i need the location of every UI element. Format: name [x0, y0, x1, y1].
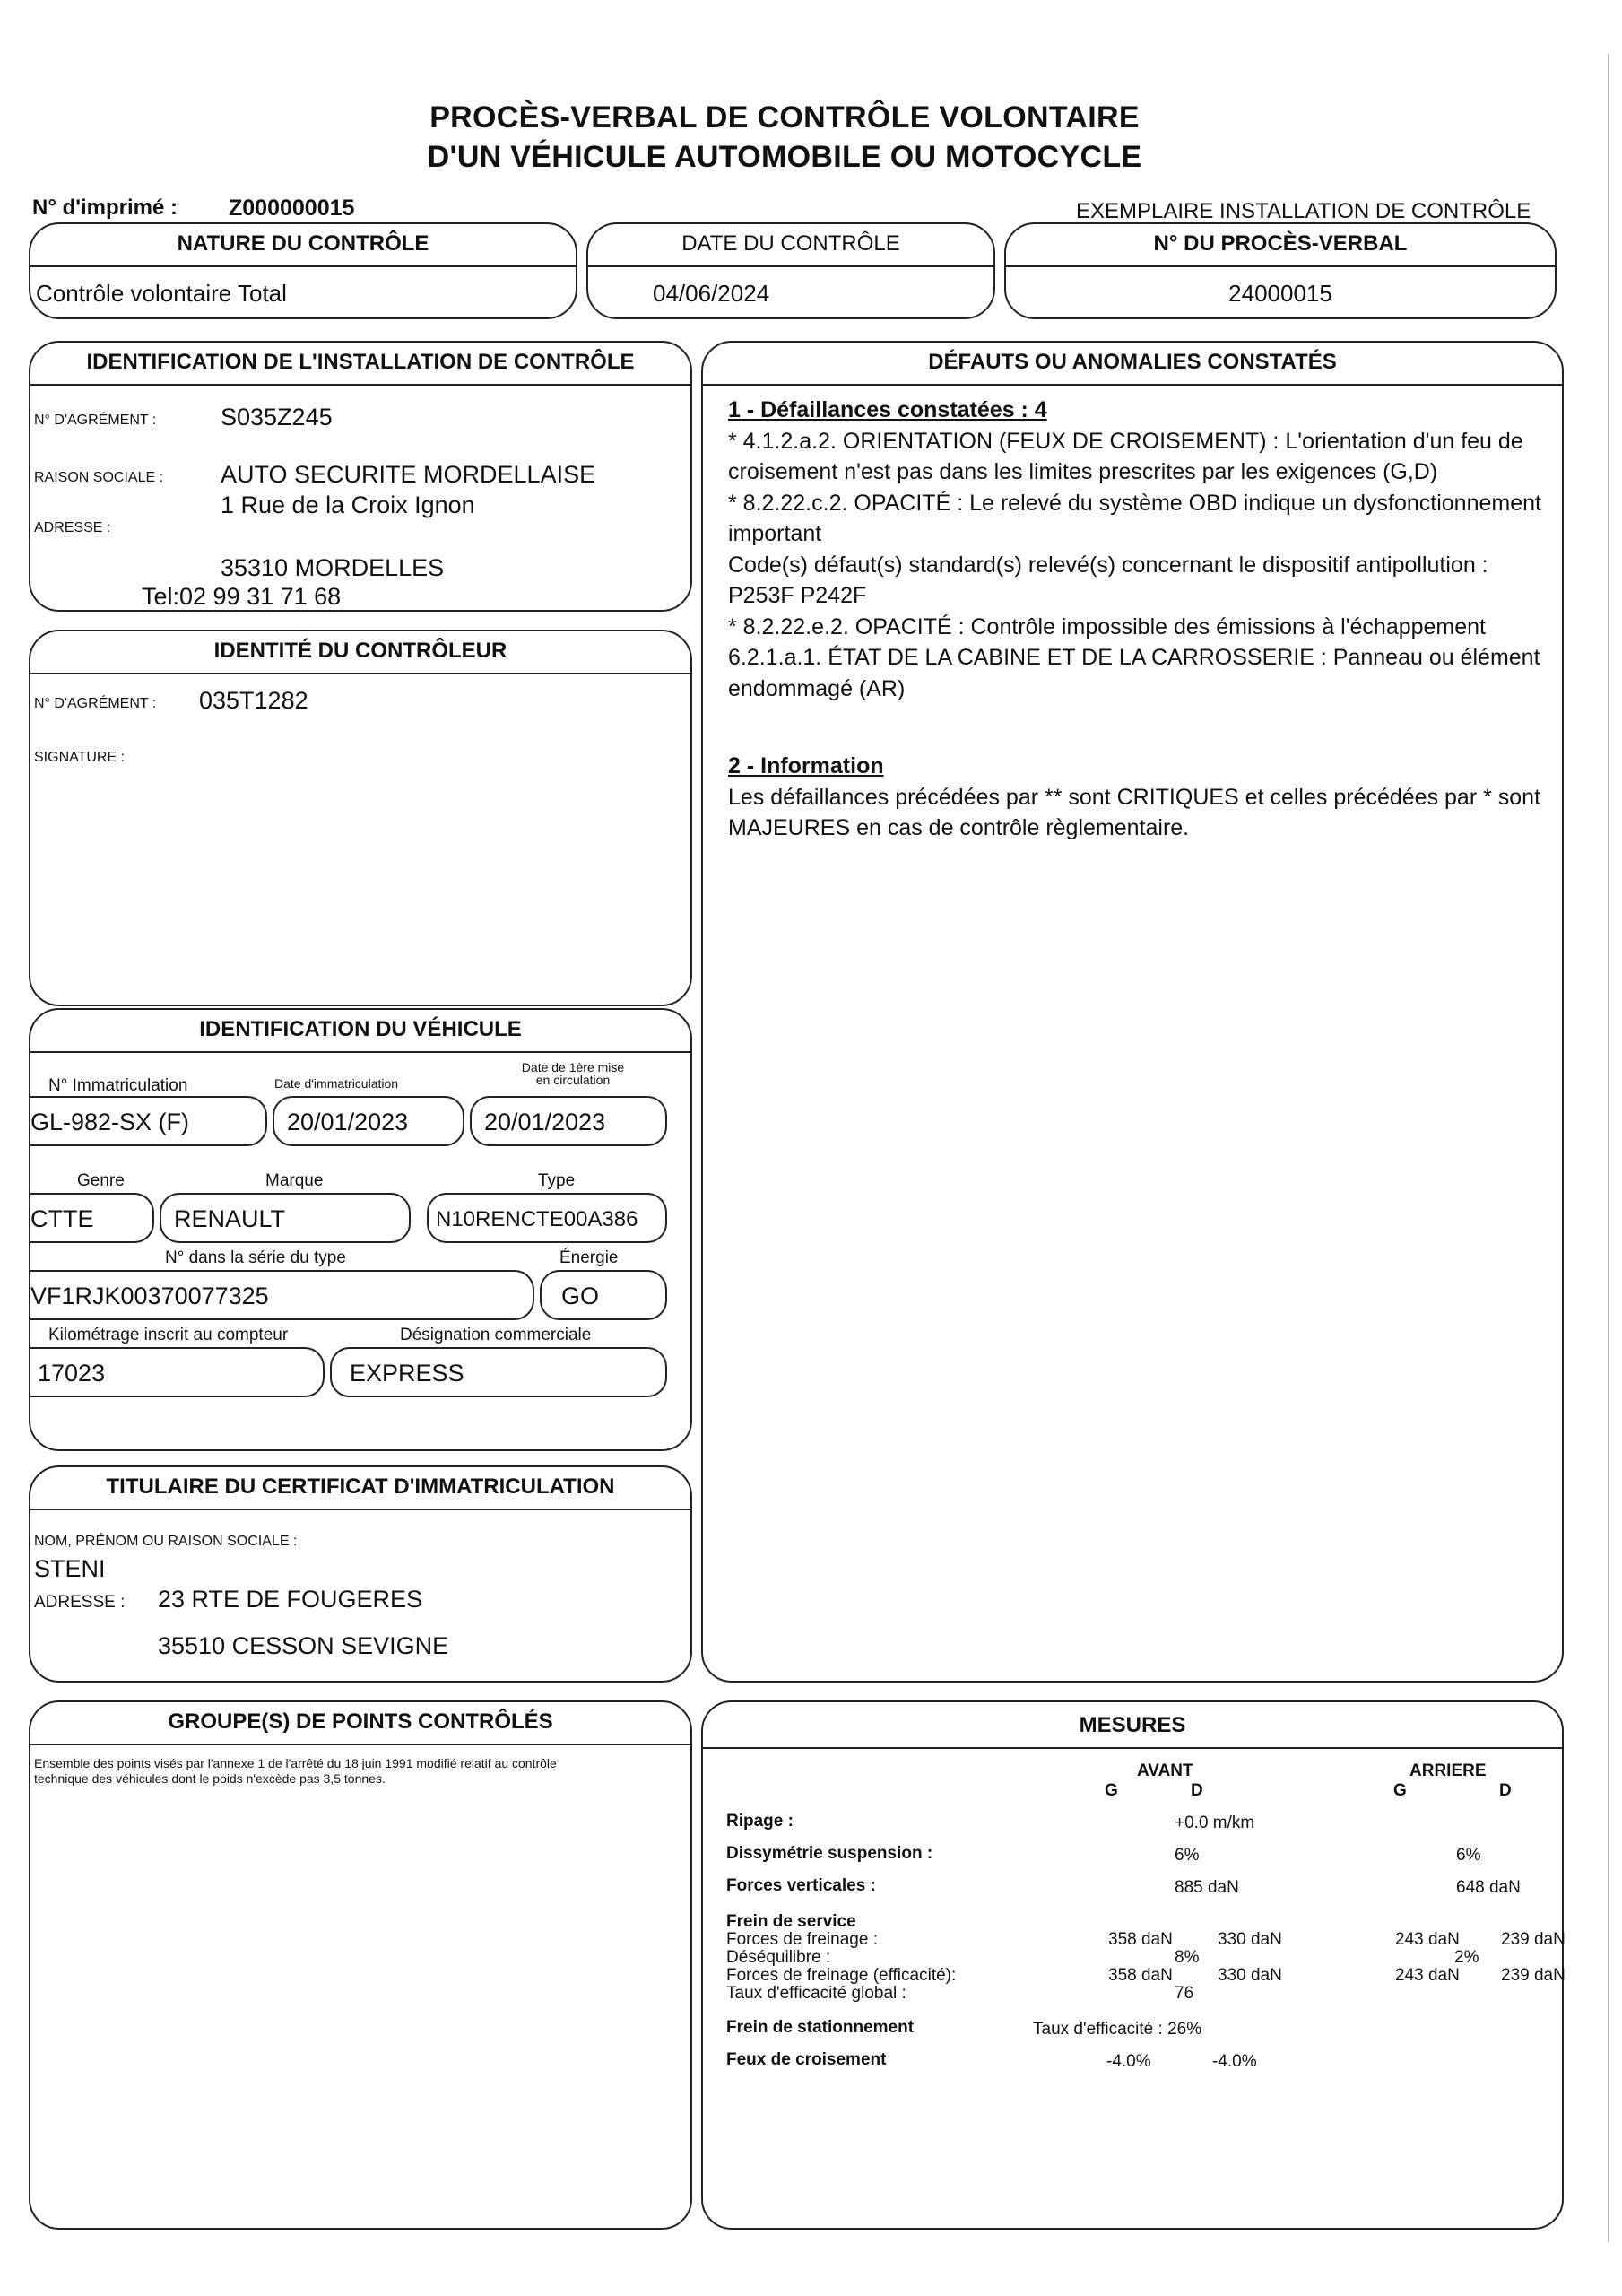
defaut-item: * 4.1.2.a.2. ORIENTATION (FEUX DE CROISEMENT) : L'orientation d'un feu de croisement n'est pas dans les limites prescrites par les exigences (G,D) — [728, 428, 1523, 484]
groupes-header: GROUPE(S) DE POINTS CONTRÔLÉS — [168, 1709, 553, 1734]
genre-cell — [29, 1193, 154, 1243]
divider — [30, 673, 690, 674]
date-immat-value: 20/01/2023 — [287, 1109, 409, 1135]
km-cell — [29, 1347, 325, 1397]
document-title-line2: D'UN VÉHICULE AUTOMOBILE OU MOTOCYCLE — [427, 140, 1142, 174]
marque-cell — [160, 1193, 411, 1243]
titulaire-nom-value: STENI — [34, 1555, 106, 1582]
arriere-d: D — [1499, 1781, 1512, 1800]
controleur-agrement-label: N° D'AGRÉMENT : — [34, 696, 157, 711]
controleur-agrement-value: 035T1282 — [199, 687, 308, 714]
forces-freinage-arriere-g: 243 daN — [1395, 1930, 1460, 1949]
desequilibre-label: Déséquilibre : — [726, 1948, 831, 1967]
arriere-g: G — [1393, 1781, 1407, 1800]
ripage-value: +0.0 m/km — [1175, 1813, 1255, 1832]
designation-value: EXPRESS — [350, 1360, 464, 1387]
designation-cell — [330, 1347, 667, 1397]
forces-freinage-avant-g: 358 daN — [1108, 1930, 1173, 1949]
document-title-line1: PROCÈS-VERBAL DE CONTRÔLE VOLONTAIRE — [429, 100, 1140, 135]
feux-croisement-d: -4.0% — [1212, 2052, 1257, 2071]
divider — [703, 1747, 1562, 1749]
forces-efficacite-avant-g: 358 daN — [1108, 1966, 1173, 1985]
installation-address-line1: 1 Rue de la Croix Ignon — [221, 491, 475, 518]
forces-efficacite-avant-d: 330 daN — [1218, 1966, 1282, 1985]
vehicule-header: IDENTIFICATION DU VÉHICULE — [199, 1017, 522, 1041]
date-immat-label: Date d'immatriculation — [274, 1076, 399, 1091]
feux-croisement-g: -4.0% — [1106, 2052, 1151, 2071]
type-label: Type — [538, 1171, 576, 1190]
installation-adresse-label: ADRESSE : — [34, 520, 111, 535]
arriere-header: ARRIERE — [1409, 1761, 1487, 1780]
raison-sociale-label: RAISON SOCIALE : — [34, 470, 164, 485]
imprime-label: N° d'imprimé : — [32, 196, 178, 220]
dissymetrie-label: Dissymétrie suspension : — [726, 1844, 933, 1863]
designation-label: Désignation commerciale — [400, 1326, 592, 1344]
nature-header: NATURE DU CONTRÔLE — [177, 231, 429, 256]
defauts-section1-title: 1 - Défaillances constatées : 4 — [728, 397, 1047, 422]
forces-efficacite-arriere-d: 239 daN — [1501, 1966, 1566, 1985]
defaut-item: * 8.2.22.e.2. OPACITÉ : Contrôle impossible des émissions à l'échappement — [728, 613, 1487, 639]
defauts-header: DÉFAUTS OU ANOMALIES CONSTATÉS — [928, 350, 1337, 374]
energie-label: Énergie — [559, 1248, 619, 1267]
titulaire-adresse-label: ADRESSE : — [34, 1593, 126, 1612]
installation-address-line2: 35310 MORDELLES — [221, 554, 445, 581]
mesures-box — [701, 1700, 1564, 2230]
immat-cell — [29, 1096, 267, 1146]
type-value: N10RENCTE00A386 — [436, 1207, 638, 1231]
pv-value: 24000015 — [1228, 280, 1332, 307]
controleur-header: IDENTITÉ DU CONTRÔLEUR — [213, 639, 507, 663]
information-text: Les défaillances précédées par ** sont CRITIQUES et celles précédées par * sont MAJEURES en cas de contrôle règlementaire. — [728, 784, 1541, 840]
divider — [1006, 265, 1555, 267]
date-mise-label-line2: en circulation — [535, 1073, 611, 1087]
pv-header: N° DU PROCÈS-VERBAL — [1153, 231, 1408, 256]
dissymetrie-avant: 6% — [1175, 1846, 1200, 1865]
type-cell — [427, 1193, 667, 1243]
energie-cell — [540, 1270, 667, 1320]
date-box — [586, 222, 995, 319]
pv-box — [1004, 222, 1557, 319]
divider — [703, 384, 1562, 386]
defauts-list — [728, 395, 1553, 844]
forces-verticales-arriere: 648 daN — [1456, 1878, 1521, 1897]
date-header: DATE DU CONTRÔLE — [681, 231, 900, 256]
date-mise-value: 20/01/2023 — [484, 1109, 606, 1135]
dissymetrie-arriere: 6% — [1456, 1846, 1481, 1865]
serie-label: N° dans la série du type — [165, 1248, 346, 1267]
desequilibre-arriere: 2% — [1454, 1948, 1479, 1967]
avant-header: AVANT — [1137, 1761, 1193, 1780]
date-mise-label-line1: Date de 1ère mise — [521, 1060, 625, 1074]
forces-freinage-label: Forces de freinage : — [726, 1930, 878, 1949]
installation-tel: Tel:02 99 31 71 68 — [142, 583, 342, 610]
titulaire-nom-label: NOM, PRÉNOM OU RAISON SOCIALE : — [34, 1534, 298, 1549]
signature-label: SIGNATURE : — [34, 750, 126, 765]
genre-value: CTTE — [30, 1205, 94, 1232]
forces-freinage-avant-d: 330 daN — [1218, 1930, 1282, 1949]
defaut-item: * 8.2.22.c.2. OPACITÉ : Le relevé du système OBD indique un dysfonctionnement important — [728, 490, 1541, 546]
divider — [30, 265, 576, 267]
frein-service-label: Frein de service — [726, 1912, 856, 1931]
ripage-label: Ripage : — [726, 1812, 794, 1831]
genre-label: Genre — [77, 1171, 125, 1190]
titulaire-address-line2: 35510 CESSON SEVIGNE — [158, 1632, 449, 1659]
groupes-box — [29, 1700, 692, 2230]
forces-verticales-avant: 885 daN — [1175, 1878, 1239, 1897]
km-value: 17023 — [38, 1360, 106, 1387]
taux-global-label: Taux d'efficacité global : — [726, 1984, 906, 2003]
date-value: 04/06/2024 — [653, 280, 770, 307]
serie-value: VF1RJK00370077325 — [30, 1283, 269, 1309]
defaut-item: Code(s) défaut(s) standard(s) relevé(s) concernant le dispositif antipollution : P253F P242F — [728, 552, 1488, 608]
installation-agrement-value: S035Z245 — [221, 404, 333, 430]
installation-header: IDENTIFICATION DE L'INSTALLATION DE CONTRÔLE — [86, 350, 635, 374]
titulaire-address-line1: 23 RTE DE FOUGERES — [158, 1586, 423, 1613]
defauts-section2-title: 2 - Information — [728, 753, 884, 778]
feux-croisement-label: Feux de croisement — [726, 2050, 887, 2069]
controleur-box — [29, 630, 692, 1006]
installation-box — [29, 341, 692, 612]
forces-freinage-arriere-d: 239 daN — [1501, 1930, 1566, 1949]
mesures-header: MESURES — [1079, 1713, 1186, 1737]
immat-value: GL-982-SX (F) — [30, 1109, 190, 1135]
forces-efficacite-arriere-g: 243 daN — [1395, 1966, 1460, 1985]
defaut-item: 6.2.1.a.1. ÉTAT DE LA CABINE ET DE LA CARROSSERIE : Panneau ou élément endommagé (AR) — [728, 645, 1540, 701]
energie-value: GO — [561, 1283, 600, 1309]
avant-d: D — [1191, 1781, 1203, 1800]
frein-stationnement-label: Frein de stationnement — [726, 2018, 915, 2037]
titulaire-box — [29, 1465, 692, 1683]
divider — [588, 265, 993, 267]
marque-label: Marque — [265, 1171, 324, 1190]
raison-sociale-value: AUTO SECURITE MORDELLAISE — [221, 461, 596, 488]
groupes-text: Ensemble des points visés par l'annexe 1 de l'arrêté du 18 juin 1991 modifié relatif au contrôle technique des véhicules dont le poids n'excède pas 3,5 tonnes. — [34, 1756, 557, 1786]
divider — [30, 1509, 690, 1510]
km-label: Kilométrage inscrit au compteur — [48, 1326, 289, 1344]
nature-value: Contrôle volontaire Total — [36, 280, 287, 307]
defauts-box — [701, 341, 1564, 1683]
frein-stationnement-value: Taux d'efficacité : 26% — [1033, 2020, 1202, 2039]
vehicule-box — [29, 1008, 692, 1451]
date-mise-cell — [470, 1096, 667, 1146]
nature-box — [29, 222, 577, 319]
divider — [30, 1051, 690, 1053]
marque-value: RENAULT — [174, 1205, 286, 1232]
avant-g: G — [1105, 1781, 1118, 1800]
exemplaire-label: EXEMPLAIRE INSTALLATION DE CONTRÔLE — [1076, 199, 1531, 223]
date-immat-cell — [273, 1096, 464, 1146]
desequilibre-avant: 8% — [1175, 1948, 1200, 1967]
forces-verticales-label: Forces verticales : — [726, 1876, 876, 1895]
serie-cell — [29, 1270, 534, 1320]
divider — [30, 1744, 690, 1745]
scan-margin-line — [1608, 54, 1609, 2242]
forces-efficacite-label: Forces de freinage (efficacité): — [726, 1966, 957, 1985]
taux-global-value: 76 — [1175, 1984, 1194, 2003]
installation-agrement-label: N° D'AGRÉMENT : — [34, 413, 157, 428]
imprime-value: Z000000015 — [229, 196, 355, 221]
titulaire-header: TITULAIRE DU CERTIFICAT D'IMMATRICULATION — [106, 1474, 615, 1499]
immat-label: N° Immatriculation — [48, 1076, 188, 1095]
divider — [30, 384, 690, 386]
